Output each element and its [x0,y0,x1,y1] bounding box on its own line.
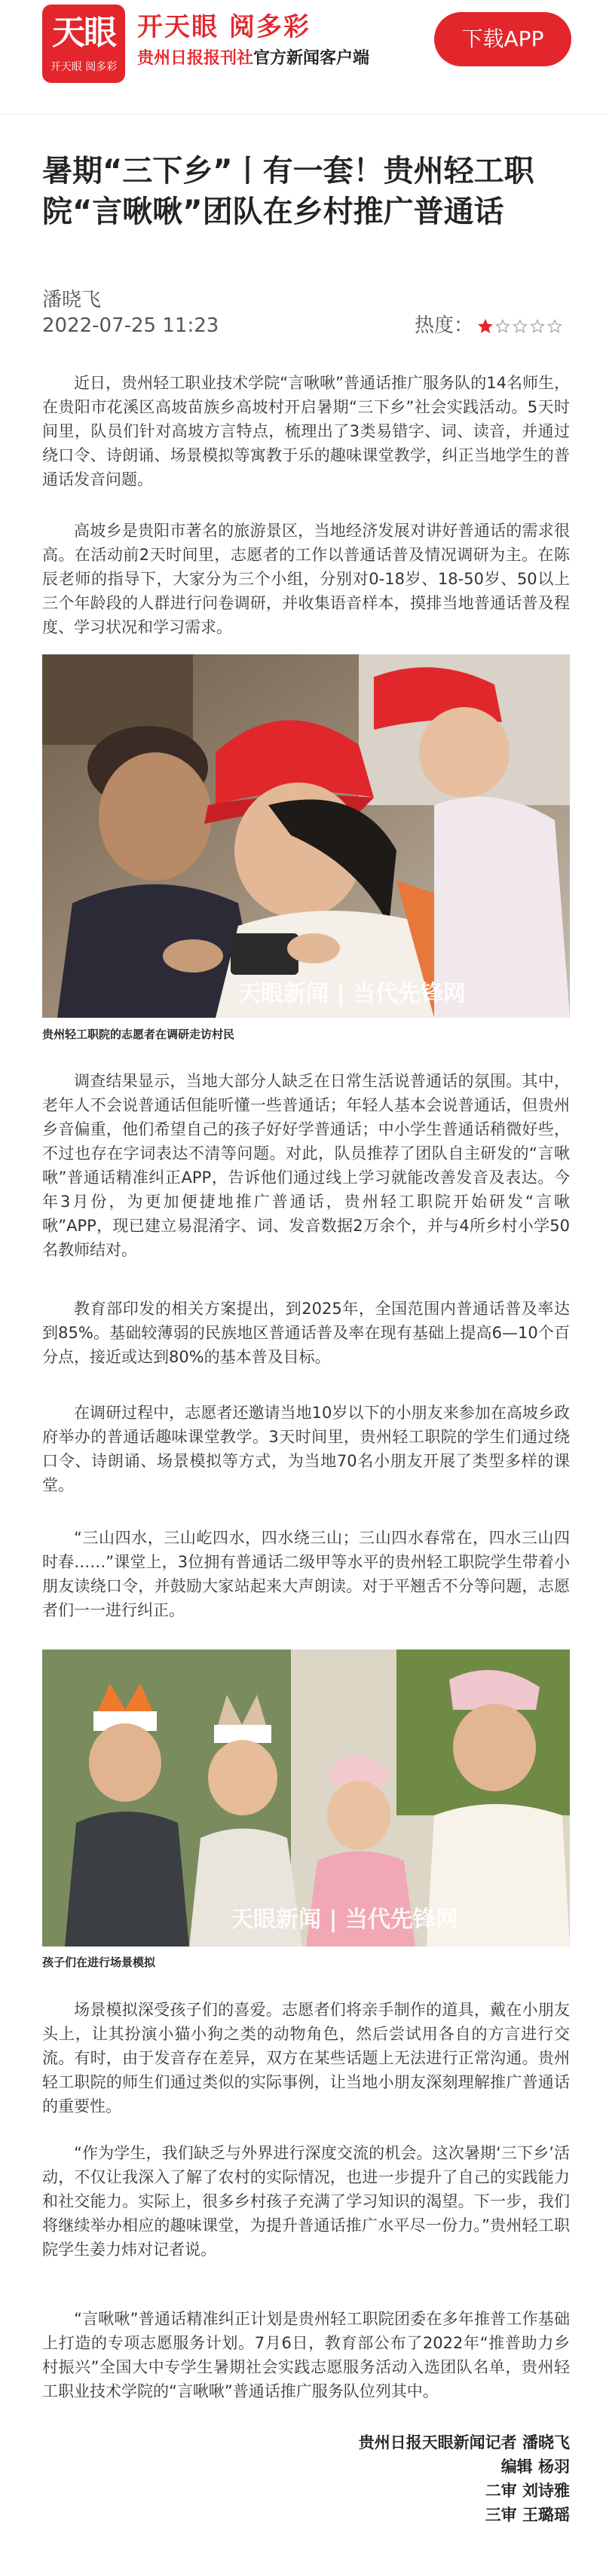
article-paragraph: 近日，贵州轻工职业技术学院“言啾啾”普通话推广服务队的14名师生，在贵阳市花溪区高坡苗族乡高坡村开启暑期“三下乡”社会实践活动。5天时间里，队员们针对高坡方言特点，梳理出了3类易错字、词、读音，并通过绕口令、诗朗诵、场景模拟等寓教于乐的趣味课堂教学，纠正当地学生的普通话发音问题。 [42,374,570,489]
brand-title: 开天眼 阅多彩 [137,12,311,42]
brand-subtitle [137,48,369,69]
signoff-third-review: 三审 王璐瑶 [485,2506,570,2524]
article-paragraph: “言啾啾”普通话精准纠正计划是贵州轻工职院团委在多年推普工作基础上打造的专项志愿服务计划。7月6日，教育部公布了2022年“推普助力乡村振兴”全国大中专学生暑期社会实践志愿服务活动入选团队名单，贵州轻工职业技术学院的“言啾啾”普通话推广服务队位列其中。 [42,2310,570,2400]
app-header [0,0,606,115]
logo-sub-text: 开天眼 阅多彩 [50,61,118,73]
signoff-reporter: 贵州日报天眼新闻记者 潘晓飞 [358,2434,570,2452]
article-time: 2022-07-25 11:23 [42,314,219,337]
star-filled-icon [478,319,493,334]
article-paragraph: 教育部印发的相关方案提出，到2025年，全国范围内普通话普及率达到85%。基础较薄弱的民族地区普通话普及率在现有基础上提高6—10个百分点，接近或达到80%的基本普及目标。 [42,1300,570,1366]
photo-1-image [42,654,570,1018]
photo-2-watermark: 天眼新闻 | 当代先锋网 [231,1907,458,1933]
download-app-button[interactable]: 下载APP [434,12,571,66]
star-empty-icon [513,319,528,334]
article-paragraph: 高坡乡是贵阳市著名的旅游景区，当地经济发展对讲好普通话的需求很高。在活动前2天时间里，志愿者的工作以普通话普及情况调研为主。在陈辰老师的指导下，大家分为三个小组，分别对0-18岁、18-50岁、50以上三个年龄段的人群进行问卷调研，并收集语音样本，摸排当地普通话普及程度、学习状况和学习需求。 [42,522,570,636]
brand-publisher: 贵州日报报刊社 [137,49,254,68]
photo-2-image [42,1649,570,1947]
article-paragraph: 在调研过程中，志愿者还邀请当地10岁以下的小朋友来参加在高坡乡政府举办的普通话趣味课堂教学。3天时间里，贵州轻工职院的学生们通过绕口令、诗朗诵、场景模拟等方式，为当地70名小朋友开展了类型多样的课堂。 [42,1404,570,1494]
star-empty-icon [495,319,510,334]
logo-text: 天眼 [52,14,115,52]
photo-1-caption: 贵州轻工职院的志愿者在调研走访村民 [42,1028,235,1041]
app-logo[interactable] [42,5,125,83]
brand-client: 官方新闻客户端 [253,49,370,68]
heat-label: 热度： [415,314,474,337]
article-photo-2 [42,1649,570,1947]
article-paragraph: 调查结果显示，当地大部分人缺乏在日常生活说普通话的氛围。其中，老年人不会说普通话但能听懂一些普通话；年轻人基本会说普通话，但贵州乡音偏重，他们希望自己的孩子好好学普通话；中小学生普通话稍微好些，不过也存在字词表达不清等问题。对此，队员推荐了团队自主研发的“言啾啾”普通话精准纠正APP，告诉他们通过线上学习就能改善发音及表达。今年3月份，为更加便捷地推广普通话，贵州轻工职院开始研发“言啾啾”APP，现已建立易混淆字、词、发音数据2万余个，并与4所乡村小学50名教师结对。 [42,1072,570,1259]
signoff-editor: 编辑 杨羽 [500,2458,570,2476]
photo-2-caption: 孩子们在进行场景模拟 [42,1956,156,1969]
star-empty-icon [530,319,545,334]
article-paragraph: 场景模拟深受孩子们的喜爱。志愿者们将亲手制作的道具，戴在小朋友头上，让其扮演小猫小狗之类的动物角色，然后尝试用各自的方言进行交流。有时，由于发音存在差异，双方在某些话题上无法进行正常沟通。贵州轻工职院的师生们通过类似的实际事例，让当地小朋友深刻理解推广普通话的重要性。 [42,2001,570,2115]
signoff-second-review: 二审 刘诗雅 [485,2482,570,2500]
article-paragraph: “三山四水，三山屹四水，四水绕三山；三山四水春常在，四水三山四时春……”课堂上，3位拥有普通话二级甲等水平的贵州轻工职院学生带着小朋友读绕口令，并鼓励大家站起来大声朗读。对于平翘舌不分等问题，志愿者们一一进行纠正。 [42,1529,570,1619]
star-empty-icon [547,319,562,334]
article-title: 暑期“三下乡”丨有一套！贵州轻工职院“言啾啾”团队在乡村推广普通话 [42,154,534,229]
article-paragraph: “作为学生，我们缺乏与外界进行深度交流的机会。这次暑期‘三下乡’活动，不仅让我深入了解了农村的实际情况，也进一步提升了自己的实践能力和社交能力。实际上，很多乡村孩子充满了学习知识的渴望。下一步，我们将继续举办相应的趣味课堂，为提升普通话推广水平尽一份力。”贵州轻工职院学生姜力炜对记者说。 [42,2144,570,2259]
heat-stars [478,313,565,340]
article-photo-1 [42,654,570,1018]
article-author: 潘晓飞 [42,289,102,311]
photo-1-watermark: 天眼新闻 | 当代先锋网 [238,981,466,1007]
heat-rating [415,312,565,340]
